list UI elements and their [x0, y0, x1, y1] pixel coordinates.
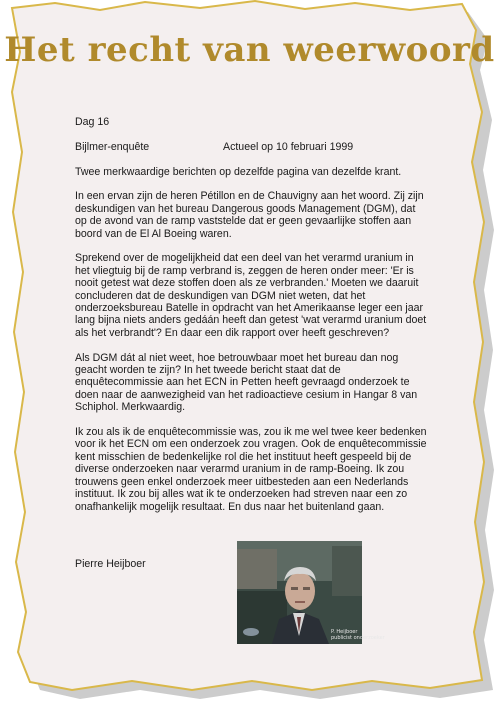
- paragraph-5: Ik zou als ik de enquêtecommissie was, zou ik me wel twee keer bedenken voor ik het ECN om een onderzoek zou vragen. Ook de enquêtecommissie kent misschien de bedenkelijke rol die het instituut heeft gespeeld bij de diverse onderzoeken naar verarmd uranium in de ramp-Boeing. Ik zou trouwens geen enkel onderzoek meer uitbesteden aan een Nederlands instituut. Ik zou bij alles wat ik te onderzoeken had streven naar een zo onafhankelijk mogelijk resultaat. En dus naar het buitenland gaan.: [75, 426, 427, 513]
- page-title: Het recht van weerwoord: [4, 30, 495, 70]
- date-line: Actueel op 10 februari 1999: [223, 140, 354, 153]
- author-name: Pierre Heijboer: [75, 558, 146, 570]
- photo-caption-name: P. Heijboer: [331, 629, 358, 635]
- paragraph-1: Twee merkwaardige berichten op dezelfde pagina van dezelfde krant.: [75, 165, 402, 178]
- section-label: Bijlmer-enquête: [75, 140, 150, 153]
- meta-row: [75, 141, 430, 153]
- paragraph-3: Sprekend over de mogelijkheid dat een deel van het verarmd uranium in het vliegtuig bij de ramp verbrand is, zeggen de heren onder meer: 'Er is nooit getest wat deze stoffen doen als ze verbranden.' Moeten we daaruit concluderen dat de deskundigen van DGM niet weten, dat het onderzoeksbureau Batelle in opdracht van het Amerikaanse leger een jaar lang bijna niets anders gedáán heeft dan getest 'wat verarmd uranium doet als het verbrandt'? En daar een dik rapport over heeft geschreven?: [75, 252, 427, 339]
- photo-caption: [331, 629, 385, 641]
- photo-caption-role: publicist onderzoeker: [331, 635, 385, 641]
- article: [75, 116, 430, 525]
- paragraph-2: In een ervan zijn de heren Pétillon en de Chauvigny aan het woord. Zij zijn deskundigen van het bureau Dangerous goods Management (DGM), dat op de avond van de ramp vaststelde dat er geen gevaarlijke stoffen aan boord van de El Al Boeing waren.: [75, 190, 424, 240]
- paragraph-4: Als DGM dát al niet weet, hoe betrouwbaar moet het bureau dan nog geacht worden te zijn? In het tweede bericht staat dat de enquêtecommissie aan het ECN in Petten heeft gevraagd onderzoek te doen naar de aanwezigheid van het radioactieve cesium in Hangar 8 van Schiphol. Merkwaardig.: [75, 351, 418, 414]
- day-label: Dag 16: [75, 116, 110, 128]
